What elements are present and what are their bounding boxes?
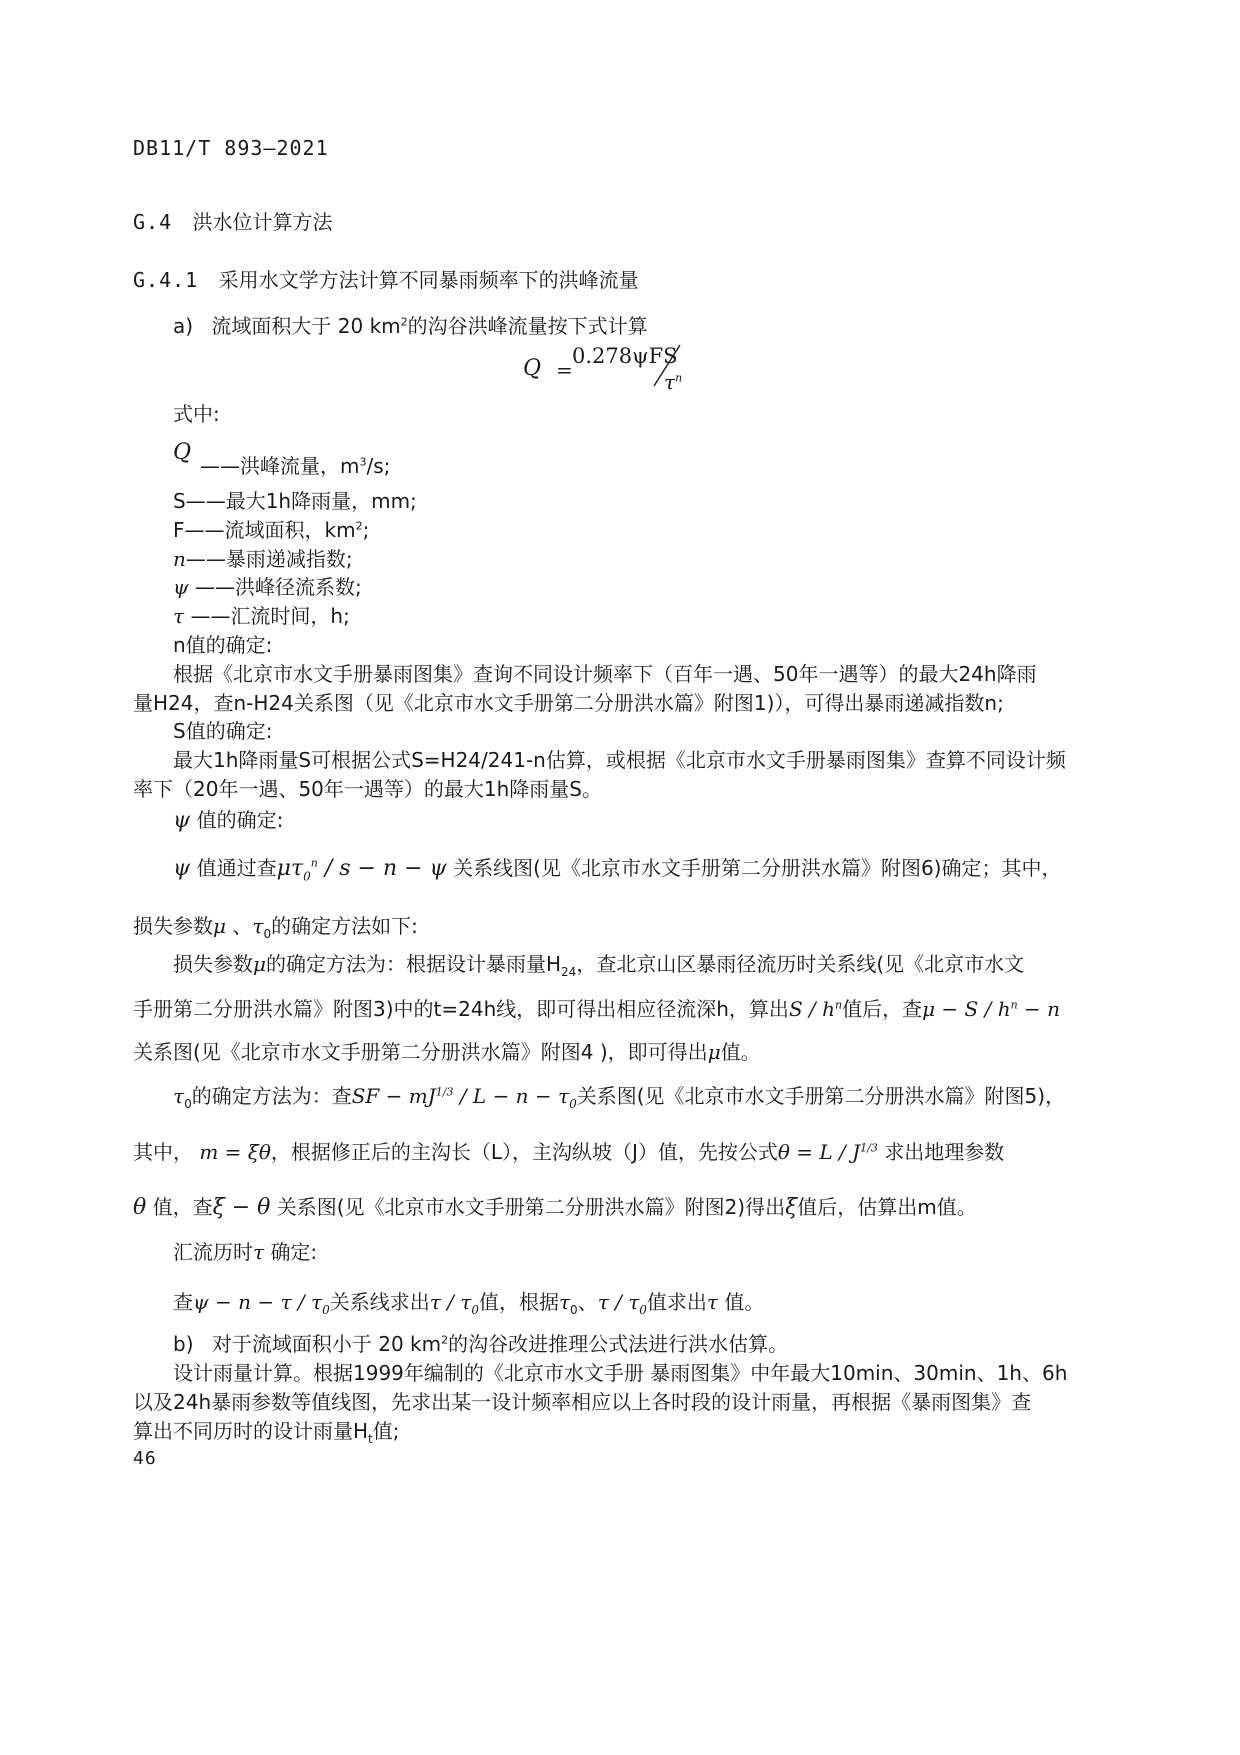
- item-b-text-after: 的沟谷改进推理公式法进行洪水估算。: [448, 1332, 789, 1356]
- section-title: 洪水位计算方法: [192, 210, 333, 234]
- where-label: 式中:: [173, 402, 220, 426]
- n-line-1: 根据《北京市水文手册暴雨图集》查询不同设计频率下（百年一遇、50年一遇等）的最大24h降雨: [173, 662, 1037, 686]
- s-heading: S值的确定:: [173, 719, 273, 743]
- mu-line-3: 关系图(见《北京市水文手册第二分册洪水篇》附图4 )，即可得出μ值。: [133, 1040, 761, 1064]
- section-heading: [133, 210, 332, 234]
- def-n: n——暴雨递减指数;: [173, 547, 353, 571]
- tau-line: 查$\psi - n - \tau / \tau_0$关系线求出τ / $\tau_0$值，根据$\tau_0$、τ / $\tau_0$值求出τ 值。: [173, 1290, 765, 1317]
- subsection-title: 采用水文学方法计算不同暴雨频率下的洪峰流量: [218, 268, 639, 292]
- formula-denominator: $\tau^n$: [664, 370, 683, 394]
- page-number: 46: [133, 1448, 157, 1469]
- item-b-sup: 2: [441, 1333, 449, 1347]
- design-rain-line-2: 以及24h暴雨参数等值线图，先求出某一设计频率相应以上各时段的设计雨量，再根据《暴雨图集》查: [133, 1390, 1032, 1414]
- n-heading: n值的确定:: [173, 633, 273, 657]
- item-b-text: 对于流域面积小于 20 km: [211, 1332, 442, 1356]
- item-a-text-after: 的沟谷洪峰流量按下式计算: [407, 314, 648, 338]
- formula-lhs: Q: [523, 356, 542, 381]
- tau0-line-1: $\tau_0$的确定方法为：查SF − $mJ^{1/3} / L - n - \tau_0$关系图(见《北京市水文手册第二分册洪水篇》附图5)，: [173, 1084, 1066, 1111]
- section-number: G.4: [133, 210, 173, 234]
- n-line-2: 量H24，查n-H24关系图（见《北京市水文手册第二分册洪水篇》附图1)），可得出暴雨递减指数n;: [133, 691, 1004, 715]
- subsection-heading: [133, 268, 639, 292]
- item-a-text: 流域面积大于 20 km: [211, 314, 401, 338]
- psi-heading: ψ 值的确定:: [173, 808, 284, 833]
- mu-line-1: 损失参数μ的确定方法为：根据设计暴雨量$H_{24}$，查北京山区暴雨径流历时关系线(见《北京市水文: [173, 952, 1025, 979]
- formula-numerator: 0.278ψFS: [572, 344, 678, 368]
- def-psi: ψ ——洪峰径流系数;: [173, 575, 362, 599]
- item-b: [173, 1332, 788, 1356]
- q-symbol: Q: [173, 440, 192, 465]
- s-line-2: 率下（20年一遇、50年一遇等）的最大1h降雨量S。: [133, 777, 602, 801]
- def-s: S——最大1h降雨量，mm;: [173, 489, 417, 513]
- psi-line-1: ψ 值通过查$\mu\tau_0^n / s - n - \psi$ 关系线图(见《北京市水文手册第二分册洪水篇》附图6)确定；其中，: [173, 856, 1062, 884]
- tau0-line-3: θ 值，查ξ − θ 关系图(见《北京市水文手册第二分册洪水篇》附图2)得出ξ值后，估算出m值。: [133, 1195, 977, 1220]
- def-q-text: ——洪峰流量，$m^3/s$;: [200, 454, 391, 478]
- def-f: F——流域面积，$km^2$;: [173, 518, 370, 542]
- def-q: [173, 440, 191, 466]
- subsection-number: G.4.1: [133, 268, 199, 292]
- formula-equals: =: [556, 358, 573, 382]
- document-code: DB11/T 893—2021: [133, 136, 329, 160]
- s-line-1: 最大1h降雨量S可根据公式S=H24/241-n估算，或根据《北京市水文手册暴雨图集》查算不同设计频: [173, 748, 1066, 772]
- item-a-marker: a): [173, 314, 194, 338]
- item-a-sup: 2: [400, 315, 408, 329]
- psi-line-2: 损失参数μ 、$\tau_0$的确定方法如下:: [133, 914, 418, 941]
- mu-line-2: 手册第二分册洪水篇》附图3)中的t=24h线，即可得出相应径流深h，算出S / $h^n$值后，查$\mu - S / h^n - n$: [133, 997, 1061, 1021]
- design-rain-line-1: 设计雨量计算。根据1999年编制的《北京市水文手册 暴雨图集》中年最大10min、30min、1h、6h: [173, 1361, 1068, 1385]
- tau0-line-2: 其中， m = ξθ，根据修正后的主沟长（L），主沟纵坡（J）值，先按公式$\theta = L / J^{1/3}$ 求出地理参数: [133, 1140, 1005, 1164]
- def-tau: τ ——汇流时间，h;: [173, 604, 350, 628]
- item-b-marker: b): [173, 1332, 194, 1356]
- tau-heading: 汇流历时τ 确定:: [173, 1240, 318, 1264]
- design-rain-line-3: 算出不同历时的设计雨量$H_t$值;: [133, 1419, 400, 1446]
- item-a: [173, 314, 648, 338]
